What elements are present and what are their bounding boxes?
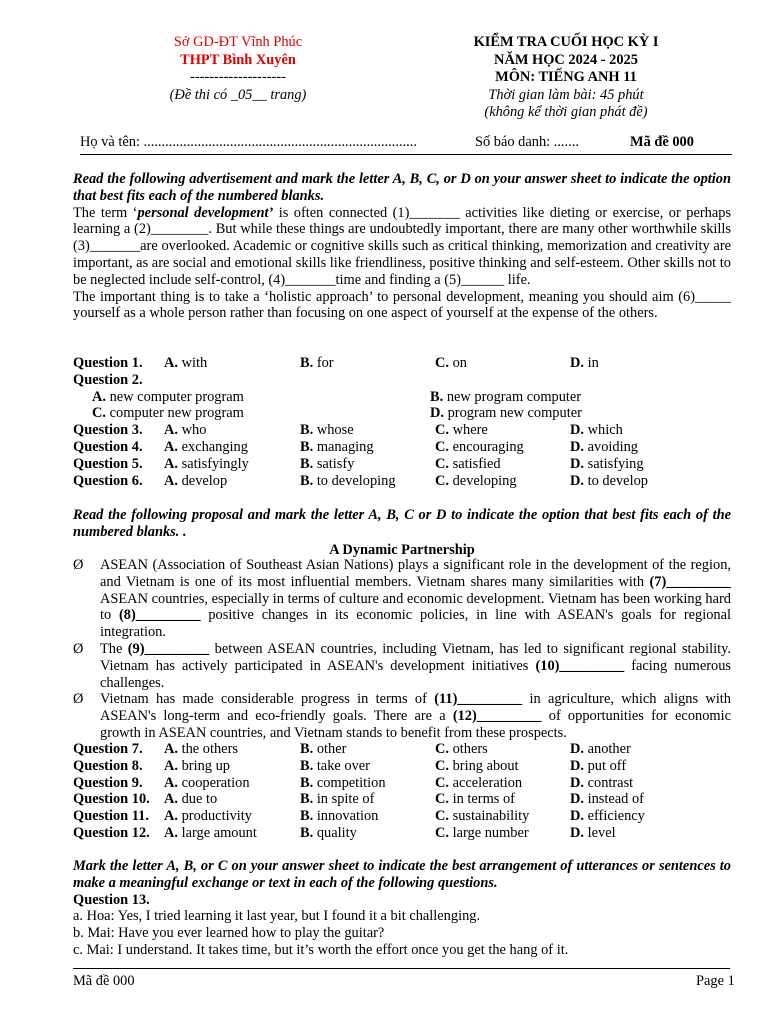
option-c <box>435 456 501 473</box>
option-text: put off <box>587 757 627 774</box>
blank-7: (7)_________ <box>649 573 731 590</box>
section-1-paragraph-2: The important thing is to take a ‘holistic approach’ to personal development, meaning you should aim (6)_____ yourself as a whole person rather than focusing on one aspect of yourself at the expense of the others. <box>73 288 731 322</box>
option-text: sustainability <box>452 808 530 825</box>
option-b <box>300 473 396 490</box>
option-text: instead of <box>587 791 644 808</box>
subject: MÔN: TIẾNG ANH 11 <box>495 69 637 85</box>
option-letter: D. <box>570 422 584 439</box>
option-text: cooperation <box>181 774 250 791</box>
option-letter: A. <box>164 422 178 439</box>
option-letter: D. <box>570 472 584 489</box>
option-text: bring up <box>181 757 230 774</box>
option-b <box>300 741 346 758</box>
option-a <box>164 439 248 456</box>
option-text: develop <box>181 472 228 489</box>
p1-start: The term ‘ <box>73 204 138 221</box>
option-d <box>570 825 616 842</box>
option-b <box>300 825 357 842</box>
b1-text-a: ASEAN (Association of Southeast Asian Nations) plays a significant role in the development of the region, and Vietnam is one of its most influential members. Vietnam shares many similarities with <box>100 557 731 590</box>
option-letter: D. <box>570 791 584 808</box>
option-text: computer new program <box>109 405 244 422</box>
blank-12: (12)_________ <box>452 707 542 724</box>
question-13-label: Question 13. <box>73 891 150 908</box>
option-text: managing <box>316 439 374 455</box>
option-letter: B. <box>300 439 314 455</box>
bullet-paragraph-1 <box>100 557 731 641</box>
option-text: new program computer <box>446 388 582 405</box>
option-letter: A. <box>164 355 178 371</box>
option-text: acceleration <box>452 774 523 791</box>
student-info-line <box>80 134 732 155</box>
bullet-paragraph-2 <box>100 641 731 691</box>
option-text: others <box>452 741 488 757</box>
exchange-line-b: b. Mai: Have you ever learned how to play the guitar? <box>73 925 385 942</box>
option-letter: B. <box>300 791 314 808</box>
option-b <box>300 355 334 372</box>
exam-code: Mã đề 000 <box>630 134 694 150</box>
option-b <box>300 808 378 825</box>
option-letter: C. <box>435 422 449 439</box>
option-letter: A. <box>164 791 178 808</box>
option-c <box>435 422 488 439</box>
option-letter: A. <box>164 741 178 757</box>
option-letter: B. <box>300 741 314 757</box>
option-text: satisfy <box>316 455 355 472</box>
b1-text-c: positive changes in its economic policies, in line with ASEAN's goals for regional integration. <box>100 607 731 641</box>
question-label: Question 11. <box>73 808 149 825</box>
option-text: efficiency <box>587 808 645 825</box>
section-2 <box>73 507 731 558</box>
section-3-instruction: Mark the letter A, B, or C on your answer sheet to indicate the best arrangement of utterances or sentences to make a meaningful exchange or text in each of the following questions. <box>73 858 731 891</box>
option-text: in spite of <box>316 791 375 808</box>
option-text: encouraging <box>452 439 524 455</box>
option-letter: A. <box>92 388 106 405</box>
footer-page-number: Page 1 <box>696 973 735 989</box>
option-text: quality <box>316 825 357 841</box>
option-letter: D. <box>570 757 584 774</box>
option-a <box>164 791 217 808</box>
option-text: bring about <box>452 757 519 774</box>
duration: Thời gian làm bài: 45 phút <box>488 86 644 103</box>
option-b <box>430 389 581 406</box>
question-label: Question 1. <box>73 355 143 371</box>
option-letter: B. <box>300 455 314 472</box>
b3-text-a: Vietnam has made considerable progress in terms of <box>100 691 435 707</box>
p1-term: personal development’ <box>137 204 274 221</box>
option-text: take over <box>316 757 370 774</box>
school-name: THPT Bình Xuyên <box>180 51 296 68</box>
option-text: to developing <box>316 472 396 489</box>
option-letter: D. <box>570 825 584 841</box>
option-letter: A. <box>164 774 178 791</box>
option-c <box>435 355 467 372</box>
option-d <box>570 355 599 372</box>
option-letter: A. <box>164 757 178 774</box>
option-c <box>435 791 515 808</box>
option-letter: A. <box>164 825 178 841</box>
option-b <box>300 422 354 439</box>
option-letter: D. <box>570 808 584 825</box>
option-text: satisfyingly <box>181 455 249 472</box>
option-a <box>92 389 244 406</box>
option-letter: B. <box>300 355 314 371</box>
blank-11: (11)_________ <box>434 691 523 707</box>
option-c <box>435 825 529 842</box>
option-letter: D. <box>570 455 584 472</box>
option-text: avoiding <box>587 439 638 455</box>
option-a <box>164 456 249 473</box>
section-2-instruction: Read the following proposal and mark the letter A, B, C or D to indicate the option that best fits each of the numbered blanks. . <box>73 507 731 540</box>
option-letter: B. <box>300 808 314 825</box>
option-text: in <box>587 355 599 371</box>
option-d <box>570 791 644 808</box>
option-a <box>164 758 230 775</box>
option-letter: C. <box>435 774 449 791</box>
option-letter: B. <box>300 757 314 774</box>
option-text: productivity <box>181 808 252 825</box>
question-label: Question 12. <box>73 825 150 841</box>
option-a <box>164 473 227 490</box>
option-letter: C. <box>435 791 449 808</box>
option-letter: C. <box>435 757 449 774</box>
option-text: other <box>316 741 347 757</box>
option-letter: A. <box>164 439 178 455</box>
option-text: due to <box>181 791 218 808</box>
option-c <box>435 741 488 758</box>
question-label: Question 9. <box>73 774 143 791</box>
section-1-instruction: Read the following advertisement and mark the letter A, B, C, or D on your answer sheet to indicate the option that best fits each of the numbered blanks. <box>73 171 731 204</box>
question-label: Question 8. <box>73 757 143 774</box>
school-year: NĂM HỌC 2024 - 2025 <box>494 51 638 68</box>
question-label: Question 10. <box>73 791 150 808</box>
option-b <box>300 758 370 775</box>
b2-text-a: The <box>100 641 128 657</box>
option-letter: C. <box>435 355 449 371</box>
p1-rest: is often connected (1)_______ activities like dieting or exercise, or perhaps learning a (2)________. But while these things are undoubtedly important, there are many other worthwhile skills (3)_______are overlooked. Academic or cognitive skills such as critical thinking, memorization and creativity are important, as are social and emotional skills like friendliness, positive thinking and self-esteem. Other skills not to be neglected include self-control, (4)_______time and finding a (5)______ life. <box>73 204 731 288</box>
option-text: in terms of <box>452 791 515 808</box>
option-text: new computer program <box>109 388 244 405</box>
option-letter: D. <box>430 405 444 422</box>
section-3 <box>73 858 731 959</box>
header-right <box>430 34 702 122</box>
exam-title: KIỂM TRA CUỐI HỌC KỲ I <box>473 34 659 50</box>
b3-text-c: of opportunities for economic growth in ASEAN countries, and Vietnam stands to benefit from these prospects. <box>100 707 731 741</box>
option-c <box>435 439 524 456</box>
passage-title: A Dynamic Partnership <box>329 541 475 558</box>
option-letter: D. <box>570 741 584 757</box>
option-text: the others <box>181 741 238 757</box>
exchange-line-c: c. Mai: I understand. It takes time, but it’s worth the effort once you get the hang of it. <box>73 941 569 958</box>
option-letter: C. <box>435 439 449 455</box>
footer-exam-code: Mã đề 000 <box>73 973 135 989</box>
option-text: large number <box>452 825 529 841</box>
exchange-line-a: a. Hoa: Yes, I tried learning it last year, but I found it a bit challenging. <box>73 908 481 925</box>
option-text: satisfying <box>587 455 644 472</box>
question-label: Question 4. <box>73 439 143 455</box>
option-b <box>300 775 386 792</box>
option-d <box>430 405 582 422</box>
option-letter: C. <box>435 455 449 472</box>
option-a <box>164 775 250 792</box>
option-letter: C. <box>435 825 449 841</box>
department-name: Sở GD-ĐT Vĩnh Phúc <box>173 34 303 50</box>
option-d <box>570 422 623 439</box>
section-1-paragraph-1 <box>73 205 731 289</box>
candidate-number-field: Số báo danh: ....... <box>475 134 579 150</box>
option-text: which <box>587 422 623 439</box>
option-text: developing <box>452 472 517 489</box>
option-text: contrast <box>587 774 634 791</box>
option-letter: B. <box>300 825 314 841</box>
footer-divider <box>73 968 730 969</box>
option-a <box>164 825 257 842</box>
option-d <box>570 808 645 825</box>
blank-9: (9)_________ <box>127 641 210 657</box>
option-text: on <box>452 355 467 371</box>
b1-text-b: ASEAN countries, especially in terms of culture and economic development. Vietnam has been working hard to <box>100 590 731 624</box>
option-a <box>164 741 238 758</box>
option-letter: C. <box>435 808 449 825</box>
blank-8: (8)_________ <box>119 607 201 624</box>
option-letter: D. <box>570 355 584 371</box>
question-label: Question 7. <box>73 741 143 757</box>
option-letter: A. <box>164 455 178 472</box>
option-text: for <box>316 355 334 371</box>
option-d <box>570 758 626 775</box>
section-1 <box>73 171 731 322</box>
b2-text-b: between ASEAN countries, including Vietnam, has led to significant regional stability. Vietnam has actively participated in ASEAN's development initiatives <box>100 641 731 674</box>
option-d <box>570 456 644 473</box>
option-b <box>300 791 374 808</box>
option-c <box>92 405 244 422</box>
option-text: where <box>452 422 488 439</box>
bullet-icon: Ø <box>73 691 84 707</box>
option-letter: C. <box>435 741 449 757</box>
bullet-icon: Ø <box>73 557 84 573</box>
option-letter: D. <box>570 439 584 455</box>
header-dashes: -------------------- <box>190 69 286 85</box>
option-a <box>164 808 252 825</box>
option-letter: C. <box>92 405 106 422</box>
bullet-paragraph-3 <box>100 691 731 741</box>
option-letter: B. <box>300 472 314 489</box>
option-text: who <box>181 422 207 439</box>
b2-text-c: facing numerous challenges. <box>100 657 732 691</box>
question-label: Question 5. <box>73 455 143 472</box>
option-letter: C. <box>435 472 449 489</box>
option-d <box>570 473 648 490</box>
name-field: Họ và tên: ............................................................................ <box>80 134 417 150</box>
option-c <box>435 758 519 775</box>
option-c <box>435 808 529 825</box>
header-left <box>118 34 358 104</box>
option-letter: B. <box>300 422 314 439</box>
blank-10: (10)_________ <box>535 657 625 674</box>
option-d <box>570 775 633 792</box>
option-text: large amount <box>181 825 257 841</box>
option-c <box>435 775 522 792</box>
question-label: Question 2. <box>73 371 143 388</box>
pages-note: (Đề thi có _05__ trang) <box>169 86 307 103</box>
option-d <box>570 741 631 758</box>
question-label: Question 6. <box>73 472 143 489</box>
option-b <box>300 456 354 473</box>
bullet-icon: Ø <box>73 641 84 657</box>
duration-note: (không kể thời gian phát đề) <box>484 104 648 120</box>
option-c <box>435 473 517 490</box>
b3-text-b: in agriculture, which aligns with ASEAN's long-term and eco-friendly goals. There are a <box>100 691 732 724</box>
option-text: exchanging <box>181 439 248 455</box>
option-text: level <box>587 825 616 841</box>
option-text: satisfied <box>452 455 501 472</box>
option-a <box>164 355 207 372</box>
option-letter: D. <box>570 774 584 791</box>
option-d <box>570 439 638 456</box>
option-text: with <box>181 355 208 371</box>
option-a <box>164 422 206 439</box>
option-text: to develop <box>587 472 648 489</box>
question-label: Question 3. <box>73 422 143 439</box>
option-letter: B. <box>430 388 444 405</box>
option-text: innovation <box>316 808 379 825</box>
option-text: competition <box>316 774 386 791</box>
option-letter: B. <box>300 774 314 791</box>
option-text: whose <box>316 422 354 439</box>
option-letter: A. <box>164 472 178 489</box>
option-text: program new computer <box>447 405 582 422</box>
option-b <box>300 439 374 456</box>
option-letter: A. <box>164 808 178 825</box>
option-text: another <box>587 741 631 757</box>
